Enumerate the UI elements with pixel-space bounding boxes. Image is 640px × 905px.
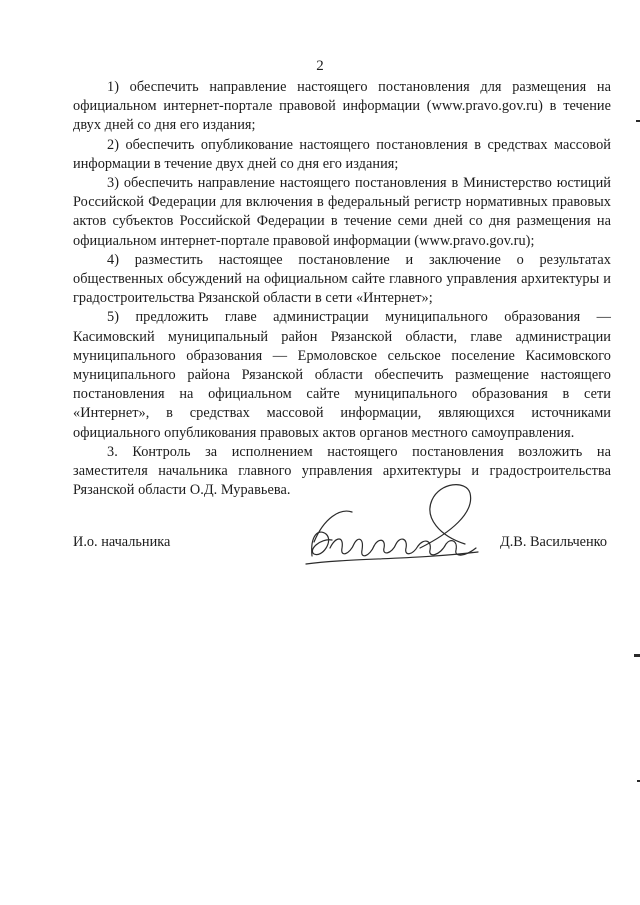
document-body <box>73 78 611 500</box>
paragraph-item-2: 2) обеспечить опубликование настоящего постановления в средствах массовой информации в течение двух дней со дня его издания; <box>73 136 611 172</box>
paragraph-item-3: 3) обеспечить направление настоящего постановления в Министерство юстиций Российской Федерации для включения в федеральный регистр нормативных правовых актов субъектов Российской Федерации в течение семи дней со дня размещения на официальном интернет-портале правовой информации (www.pravo.gov.ru); <box>73 175 611 249</box>
paragraph-item-1: 1) обеспечить направление настоящего постановления для размещения на официальном интернет-портале правовой информации (www.pravo.gov.ru) в течение двух дней со дня его издания; <box>73 79 611 134</box>
handwritten-signature <box>300 478 500 578</box>
signatory-name: Д.В. Васильченко <box>499 534 607 550</box>
signature-block <box>73 530 611 556</box>
paragraph-item-5: 5) предложить главе администрации муниципального образования — Касимовский муниципальный район Рязанской области, главе администрации муниципального образования — Ермоловское сельское поселение Касимовского муниципального района Рязанской области обеспечить размещение настоящего постановления на официальном сайте муниципального образования в сети «Интернет», в средствах массовой информации, являющихся источниками официального опубликования правовых актов органов местного самоуправления. <box>73 309 611 441</box>
page-number: 2 <box>316 58 324 74</box>
paragraph-item-4: 4) разместить настоящее постановление и заключение о результатах общественных обсуждений на официальном сайте главного управления архитектуры и градостроительства Рязанской области в сети «Интернет»; <box>73 251 611 307</box>
paragraph-control-clause: 3. Контроль за исполнением настоящего постановления возложить на заместителя начальника главного управления архитектуры и градостроительства Рязанской области О.Д. Муравьева. <box>73 443 611 499</box>
signatory-title: И.о. начальника <box>73 534 171 550</box>
scan-edge-mark <box>636 120 640 122</box>
scan-edge-mark <box>634 654 640 657</box>
